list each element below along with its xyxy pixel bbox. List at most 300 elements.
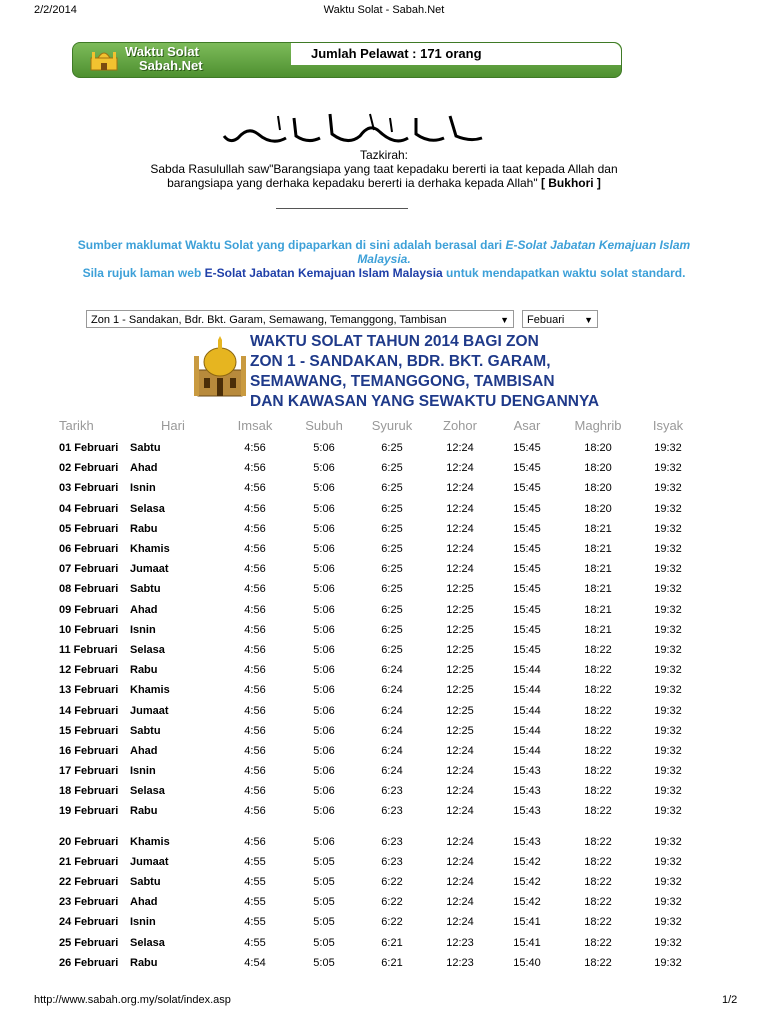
table-row	[0, 832, 700, 852]
cell-zohor: 12:24	[446, 744, 474, 757]
cell-subuh: 5:06	[313, 785, 335, 798]
cell-asar: 15:44	[513, 744, 541, 757]
zone-select-value: Zon 1 - Sandakan, Bdr. Bkt. Garam, Semawang, Temanggong, Tambisan	[91, 314, 447, 326]
zone-select[interactable]	[86, 310, 514, 328]
table-row	[0, 478, 700, 498]
cell-syuruk: 6:25	[381, 583, 403, 596]
cell-date: 22 Februari	[59, 876, 119, 889]
cell-imsak: 4:56	[244, 502, 266, 515]
cell-syuruk: 6:25	[381, 462, 403, 475]
cell-maghrib: 18:21	[584, 603, 612, 616]
cell-syuruk: 6:24	[381, 684, 403, 697]
table-row	[0, 640, 700, 660]
cell-maghrib: 18:22	[584, 835, 612, 848]
source-pre: Sumber maklumat Waktu Solat yang dipaparkan di sini adalah berasal dari	[77, 238, 506, 252]
cell-syuruk: 6:25	[381, 563, 403, 576]
cell-isyak: 19:32	[654, 835, 682, 848]
header-hari: Hari	[161, 417, 185, 433]
esolat-link[interactable]: E-Solat Jabatan Kemajuan Islam Malaysia	[204, 266, 443, 280]
cell-maghrib: 18:21	[584, 543, 612, 556]
cell-imsak: 4:56	[244, 623, 266, 636]
table-row	[0, 912, 700, 932]
cell-day: Sabtu	[130, 876, 161, 889]
row-spacer	[0, 822, 700, 832]
cell-date: 09 Februari	[59, 603, 119, 616]
cell-asar: 15:43	[513, 785, 541, 798]
header-maghrib: Maghrib	[574, 417, 622, 433]
cell-isyak: 19:32	[654, 522, 682, 535]
cell-isyak: 19:32	[654, 543, 682, 556]
cell-day: Isnin	[130, 482, 156, 495]
table-row	[0, 892, 700, 912]
print-title: Waktu Solat - Sabah.Net	[323, 4, 445, 16]
cell-zohor: 12:25	[446, 724, 474, 737]
header-tarikh: Tarikh	[59, 417, 94, 433]
header-isyak: Isyak	[652, 417, 684, 433]
cell-isyak: 19:32	[654, 563, 682, 576]
cell-imsak: 4:56	[244, 744, 266, 757]
cell-maghrib: 18:21	[584, 623, 612, 636]
cell-syuruk: 6:24	[381, 744, 403, 757]
cell-subuh: 5:06	[313, 502, 335, 515]
prayer-times-table	[0, 412, 700, 973]
table-row	[0, 620, 700, 640]
table-row	[0, 781, 700, 801]
table-row	[0, 539, 700, 559]
cell-day: Selasa	[130, 936, 165, 949]
logo-line-2: Sabah.Net	[139, 58, 203, 73]
cell-syuruk: 6:25	[381, 543, 403, 556]
month-select[interactable]	[522, 310, 598, 328]
cell-imsak: 4:56	[244, 522, 266, 535]
cell-day: Ahad	[130, 744, 158, 757]
cell-day: Sabtu	[130, 442, 161, 455]
cell-syuruk: 6:24	[381, 724, 403, 737]
table-row	[0, 458, 700, 478]
cell-subuh: 5:06	[313, 664, 335, 677]
cell-date: 15 Februari	[59, 724, 119, 737]
cell-syuruk: 6:25	[381, 643, 403, 656]
cell-day: Jumaat	[130, 855, 169, 868]
cell-isyak: 19:32	[654, 785, 682, 798]
cell-day: Khamis	[130, 543, 170, 556]
zone-title-line-2: ZON 1 - SANDAKAN, BDR. BKT. GARAM,	[250, 353, 551, 370]
table-row	[0, 852, 700, 872]
cell-day: Isnin	[130, 765, 156, 778]
cell-date: 11 Februari	[59, 643, 118, 656]
cell-imsak: 4:55	[244, 896, 266, 909]
cell-day: Ahad	[130, 896, 158, 909]
cell-asar: 15:42	[513, 855, 541, 868]
header-asar: Asar	[513, 417, 541, 433]
cell-day: Rabu	[130, 805, 158, 818]
cell-subuh: 5:06	[313, 704, 335, 717]
header-syuruk: Syuruk	[371, 417, 413, 433]
cell-zohor: 12:24	[446, 502, 474, 515]
header-imsak: Imsak	[237, 417, 273, 433]
cell-syuruk: 6:23	[381, 855, 403, 868]
cell-subuh: 5:06	[313, 765, 335, 778]
cell-isyak: 19:32	[654, 462, 682, 475]
table-row	[0, 801, 700, 821]
cell-asar: 15:44	[513, 664, 541, 677]
cell-day: Selasa	[130, 502, 165, 515]
cell-date: 05 Februari	[59, 522, 119, 535]
cell-asar: 15:42	[513, 876, 541, 889]
cell-day: Sabtu	[130, 724, 161, 737]
print-page: 1/2	[722, 994, 738, 1006]
cell-subuh: 5:06	[313, 522, 335, 535]
print-url: http://www.sabah.org.my/solat/index.asp	[34, 994, 231, 1006]
cell-date: 21 Februari	[59, 855, 119, 868]
cell-maghrib: 18:21	[584, 522, 612, 535]
zone-title-line-3: SEMAWANG, TEMANGGONG, TAMBISAN	[250, 373, 555, 390]
source-line2-pre: Sila rujuk laman web	[82, 266, 205, 280]
cell-imsak: 4:56	[244, 664, 266, 677]
cell-isyak: 19:32	[654, 482, 682, 495]
cell-asar: 15:45	[513, 543, 541, 556]
table-row	[0, 499, 700, 519]
source-line-1	[50, 238, 718, 266]
divider	[276, 208, 408, 209]
cell-isyak: 19:32	[654, 664, 682, 677]
cell-maghrib: 18:22	[584, 643, 612, 656]
cell-subuh: 5:05	[313, 896, 335, 909]
cell-zohor: 12:25	[446, 664, 474, 677]
cell-syuruk: 6:25	[381, 623, 403, 636]
cell-date: 20 Februari	[59, 835, 119, 848]
cell-day: Jumaat	[130, 704, 169, 717]
tazkirah-label: Tazkirah:	[359, 148, 409, 162]
tazkirah-line-2-text: barangsiapa yang derhaka kepadaku bererti ia derhaka kepada Allah"	[167, 176, 538, 190]
cell-subuh: 5:06	[313, 623, 335, 636]
cell-imsak: 4:56	[244, 442, 266, 455]
cell-maghrib: 18:22	[584, 876, 612, 889]
cell-day: Khamis	[130, 835, 170, 848]
cell-subuh: 5:06	[313, 744, 335, 757]
cell-isyak: 19:32	[654, 956, 682, 969]
header-subuh: Subuh	[305, 417, 343, 433]
cell-zohor: 12:24	[446, 462, 474, 475]
cell-asar: 15:45	[513, 462, 541, 475]
cell-maghrib: 18:20	[584, 482, 612, 495]
cell-asar: 15:40	[513, 956, 541, 969]
cell-maghrib: 18:20	[584, 502, 612, 515]
cell-syuruk: 6:23	[381, 785, 403, 798]
cell-syuruk: 6:24	[381, 664, 403, 677]
cell-imsak: 4:56	[244, 482, 266, 495]
table-row	[0, 953, 700, 973]
cell-zohor: 12:24	[446, 522, 474, 535]
cell-syuruk: 6:23	[381, 805, 403, 818]
cell-asar: 15:42	[513, 896, 541, 909]
source-note	[50, 238, 718, 280]
print-date: 2/2/2014	[34, 4, 77, 16]
cell-subuh: 5:06	[313, 603, 335, 616]
table-row	[0, 519, 700, 539]
site-logo-text[interactable]	[125, 45, 203, 73]
cell-zohor: 12:24	[446, 442, 474, 455]
cell-asar: 15:45	[513, 583, 541, 596]
cell-isyak: 19:32	[654, 765, 682, 778]
cell-syuruk: 6:21	[381, 956, 403, 969]
cell-isyak: 19:32	[654, 896, 682, 909]
mosque-logo-icon[interactable]	[89, 46, 119, 72]
cell-subuh: 5:06	[313, 462, 335, 475]
cell-day: Selasa	[130, 785, 165, 798]
cell-date: 17 Februari	[59, 765, 119, 778]
logo-line-1: Waktu Solat	[125, 44, 199, 59]
cell-imsak: 4:56	[244, 583, 266, 596]
zone-title-line-1: WAKTU SOLAT TAHUN 2014 BAGI ZON	[250, 333, 539, 350]
cell-date: 12 Februari	[59, 664, 119, 677]
cell-asar: 15:45	[513, 603, 541, 616]
cell-subuh: 5:05	[313, 916, 335, 929]
cell-asar: 15:45	[513, 522, 541, 535]
cell-asar: 15:43	[513, 765, 541, 778]
table-row	[0, 700, 700, 720]
cell-imsak: 4:56	[244, 643, 266, 656]
table-row	[0, 579, 700, 599]
cell-day: Ahad	[130, 462, 158, 475]
cell-imsak: 4:55	[244, 916, 266, 929]
source-italic: E-Solat Jabatan Kemajuan Islam Malaysia.	[357, 238, 691, 266]
cell-date: 03 Februari	[59, 482, 119, 495]
cell-syuruk: 6:22	[381, 876, 403, 889]
cell-date: 16 Februari	[59, 744, 119, 757]
cell-zohor: 12:24	[446, 855, 474, 868]
cell-date: 19 Februari	[59, 805, 119, 818]
cell-zohor: 12:24	[446, 876, 474, 889]
cell-maghrib: 18:22	[584, 936, 612, 949]
cell-zohor: 12:25	[446, 704, 474, 717]
cell-imsak: 4:55	[244, 936, 266, 949]
cell-zohor: 12:23	[446, 956, 474, 969]
mosque-icon	[194, 336, 246, 398]
cell-asar: 15:44	[513, 684, 541, 697]
cell-day: Rabu	[130, 522, 158, 535]
cell-date: 02 Februari	[59, 462, 119, 475]
table-row	[0, 872, 700, 892]
cell-zohor: 12:24	[446, 482, 474, 495]
cell-zohor: 12:24	[446, 805, 474, 818]
table-row	[0, 559, 700, 579]
cell-date: 01 Februari	[59, 442, 119, 455]
cell-subuh: 5:06	[313, 442, 335, 455]
cell-day: Isnin	[130, 916, 156, 929]
cell-subuh: 5:05	[313, 956, 335, 969]
cell-subuh: 5:06	[313, 835, 335, 848]
cell-subuh: 5:06	[313, 724, 335, 737]
cell-day: Sabtu	[130, 583, 161, 596]
zone-title-line-4: DAN KAWASAN YANG SEWAKTU DENGANNYA	[250, 393, 600, 410]
table-row	[0, 761, 700, 781]
cell-date: 08 Februari	[59, 583, 119, 596]
cell-subuh: 5:06	[313, 805, 335, 818]
cell-isyak: 19:32	[654, 916, 682, 929]
cell-date: 14 Februari	[59, 704, 119, 717]
cell-imsak: 4:56	[244, 462, 266, 475]
site-banner	[72, 42, 622, 78]
cell-isyak: 19:32	[654, 936, 682, 949]
bismillah-calligraphy	[220, 108, 490, 150]
cell-syuruk: 6:25	[381, 502, 403, 515]
cell-isyak: 19:32	[654, 603, 682, 616]
cell-isyak: 19:32	[654, 583, 682, 596]
chevron-down-icon: ▼	[584, 315, 593, 325]
cell-zohor: 12:24	[446, 543, 474, 556]
cell-syuruk: 6:23	[381, 835, 403, 848]
cell-imsak: 4:56	[244, 603, 266, 616]
cell-zohor: 12:25	[446, 643, 474, 656]
table-row	[0, 600, 700, 620]
source-line2-post: untuk mendapatkan waktu solat standard.	[442, 266, 686, 280]
table-row	[0, 721, 700, 741]
cell-date: 18 Februari	[59, 785, 119, 798]
cell-date: 04 Februari	[59, 502, 119, 515]
cell-day: Khamis	[130, 684, 170, 697]
cell-asar: 15:45	[513, 502, 541, 515]
cell-day: Jumaat	[130, 563, 169, 576]
cell-day: Rabu	[130, 956, 158, 969]
cell-syuruk: 6:25	[381, 482, 403, 495]
cell-date: 25 Februari	[59, 936, 119, 949]
source-line-2	[50, 266, 718, 280]
cell-syuruk: 6:24	[381, 704, 403, 717]
cell-isyak: 19:32	[654, 805, 682, 818]
cell-maghrib: 18:20	[584, 442, 612, 455]
cell-zohor: 12:25	[446, 623, 474, 636]
cell-maghrib: 18:21	[584, 563, 612, 576]
cell-zohor: 12:24	[446, 785, 474, 798]
cell-date: 23 Februari	[59, 896, 119, 909]
cell-isyak: 19:32	[654, 502, 682, 515]
cell-zohor: 12:25	[446, 603, 474, 616]
cell-day: Rabu	[130, 664, 158, 677]
table-header-row	[0, 412, 700, 438]
tazkirah-line-1: Sabda Rasulullah saw"Barangsiapa yang taat kepadaku bererti ia taat kepada Allah dan	[150, 162, 618, 176]
cell-maghrib: 18:22	[584, 956, 612, 969]
cell-syuruk: 6:25	[381, 442, 403, 455]
cell-zohor: 12:24	[446, 896, 474, 909]
tazkirah-line-2	[0, 176, 768, 190]
cell-syuruk: 6:22	[381, 896, 403, 909]
cell-syuruk: 6:22	[381, 916, 403, 929]
cell-syuruk: 6:21	[381, 936, 403, 949]
cell-zohor: 12:25	[446, 684, 474, 697]
cell-day: Isnin	[130, 623, 156, 636]
cell-subuh: 5:06	[313, 583, 335, 596]
table-row	[0, 438, 700, 458]
cell-syuruk: 6:25	[381, 522, 403, 535]
cell-imsak: 4:56	[244, 704, 266, 717]
cell-date: 13 Februari	[59, 684, 119, 697]
cell-imsak: 4:56	[244, 785, 266, 798]
table-row	[0, 741, 700, 761]
cell-imsak: 4:55	[244, 855, 266, 868]
cell-date: 26 Februari	[59, 956, 119, 969]
cell-maghrib: 18:22	[584, 664, 612, 677]
cell-day: Selasa	[130, 643, 165, 656]
cell-subuh: 5:06	[313, 482, 335, 495]
cell-zohor: 12:24	[446, 835, 474, 848]
cell-syuruk: 6:24	[381, 765, 403, 778]
cell-asar: 15:45	[513, 563, 541, 576]
cell-asar: 15:45	[513, 623, 541, 636]
cell-imsak: 4:56	[244, 805, 266, 818]
cell-asar: 15:43	[513, 835, 541, 848]
cell-maghrib: 18:22	[584, 744, 612, 757]
cell-maghrib: 18:22	[584, 855, 612, 868]
cell-day: Ahad	[130, 603, 158, 616]
chevron-down-icon: ▼	[500, 315, 509, 325]
cell-subuh: 5:05	[313, 936, 335, 949]
cell-syuruk: 6:25	[381, 603, 403, 616]
cell-isyak: 19:32	[654, 684, 682, 697]
cell-maghrib: 18:20	[584, 462, 612, 475]
cell-zohor: 12:24	[446, 765, 474, 778]
cell-date: 07 Februari	[59, 563, 119, 576]
zone-title	[250, 332, 599, 412]
cell-asar: 15:44	[513, 704, 541, 717]
cell-maghrib: 18:21	[584, 583, 612, 596]
cell-isyak: 19:32	[654, 704, 682, 717]
cell-imsak: 4:56	[244, 765, 266, 778]
cell-maghrib: 18:22	[584, 704, 612, 717]
cell-maghrib: 18:22	[584, 684, 612, 697]
cell-asar: 15:41	[513, 916, 541, 929]
cell-imsak: 4:54	[244, 956, 266, 969]
visitor-count: Jumlah Pelawat : 171 orang	[311, 46, 482, 61]
month-select-value: Febuari	[527, 314, 565, 326]
cell-subuh: 5:05	[313, 855, 335, 868]
cell-isyak: 19:32	[654, 643, 682, 656]
cell-date: 24 Februari	[59, 916, 119, 929]
table-row	[0, 933, 700, 953]
cell-isyak: 19:32	[654, 876, 682, 889]
cell-date: 06 Februari	[59, 543, 119, 556]
table-body	[0, 438, 700, 973]
cell-subuh: 5:06	[313, 543, 335, 556]
cell-imsak: 4:55	[244, 876, 266, 889]
cell-isyak: 19:32	[654, 623, 682, 636]
cell-asar: 15:45	[513, 482, 541, 495]
tazkirah-source: [ Bukhori ]	[540, 176, 601, 190]
cell-imsak: 4:56	[244, 563, 266, 576]
cell-zohor: 12:25	[446, 583, 474, 596]
cell-zohor: 12:24	[446, 563, 474, 576]
cell-imsak: 4:56	[244, 724, 266, 737]
cell-subuh: 5:06	[313, 643, 335, 656]
header-zohor: Zohor	[443, 417, 477, 433]
cell-maghrib: 18:22	[584, 765, 612, 778]
table-row	[0, 660, 700, 680]
cell-imsak: 4:56	[244, 684, 266, 697]
cell-asar: 15:44	[513, 724, 541, 737]
cell-zohor: 12:24	[446, 916, 474, 929]
cell-date: 10 Februari	[59, 623, 119, 636]
cell-maghrib: 18:22	[584, 805, 612, 818]
cell-maghrib: 18:22	[584, 916, 612, 929]
cell-asar: 15:45	[513, 643, 541, 656]
cell-maghrib: 18:22	[584, 896, 612, 909]
cell-asar: 15:41	[513, 936, 541, 949]
cell-subuh: 5:05	[313, 876, 335, 889]
cell-isyak: 19:32	[654, 724, 682, 737]
cell-isyak: 19:32	[654, 442, 682, 455]
cell-subuh: 5:06	[313, 563, 335, 576]
cell-asar: 15:43	[513, 805, 541, 818]
